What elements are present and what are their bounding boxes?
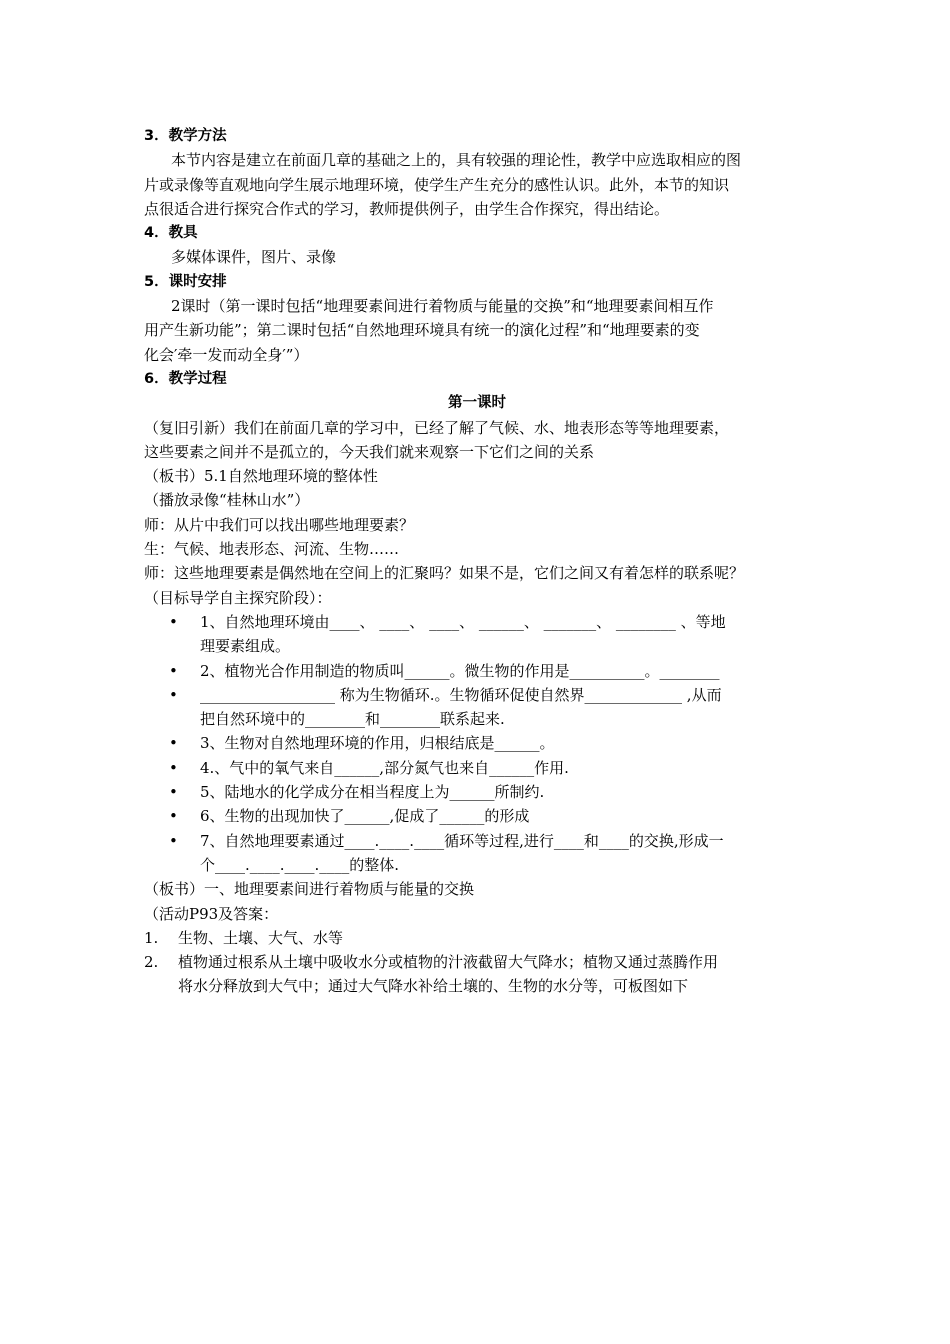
bullet-continuation <box>144 707 810 731</box>
numbered-item <box>144 926 810 950</box>
bullet-text: 理要素组成。 <box>200 637 291 656</box>
lesson-line: 生：气候、地表形态、河流、生物…… <box>144 540 400 559</box>
schedule-paragraph-line: 化会′牵一发而动全身′”） <box>144 345 309 364</box>
bullet-icon: • <box>169 661 178 680</box>
bullet-text: __________________ 称为生物循环.。生物循环促使自然界_____________ ,从而 <box>200 685 722 704</box>
process-heading: 6．教学过程 <box>144 370 227 387</box>
bullet-icon: • <box>169 612 178 631</box>
bullet-item <box>144 610 810 634</box>
bullet-icon: • <box>169 831 178 850</box>
item-continuation: 将水分释放到大气中；通过大气降水补给土壤的、生物的水分等，可板图如下 <box>178 977 689 996</box>
lesson-line: （复旧引新）我们在前面几章的学习中，已经了解了气候、水、地表形态等等地理要素， <box>144 418 730 437</box>
method-paragraph-line: 点很适合进行探究合作式的学习，教师提供例子，由学生合作探究，得出结论。 <box>144 199 670 218</box>
schedule-heading: 5．课时安排 <box>144 273 227 290</box>
item-text: 生物、土壤、大气、水等 <box>178 928 344 947</box>
bullet-text: 1、自然地理环境由____、 ____、 ____、 ______、 _______、 ________ 、等地 <box>200 612 726 631</box>
item-number: 1. <box>144 928 159 947</box>
bullet-text: 个____.____.____.____的整体. <box>200 855 400 874</box>
bullet-text: 4.、气中的氧气来自______,部分氮气也来自______作用. <box>200 758 569 777</box>
bullet-icon: • <box>169 685 178 704</box>
bullet-item <box>144 683 810 707</box>
bullet-icon: • <box>169 758 178 777</box>
bullet-item <box>144 756 810 780</box>
document-page <box>144 124 810 999</box>
blackboard-line: （板书）一、地理要素间进行着物质与能量的交换 <box>144 880 475 899</box>
lesson-line: （目标导学自主探究阶段）： <box>144 588 332 607</box>
numbered-item <box>144 950 810 974</box>
bullet-icon: • <box>169 734 178 753</box>
bullet-icon: • <box>169 807 178 826</box>
schedule-paragraph-line: 用产生新功能”；第二课时包括“自然地理环境具有统一的演化过程”和“地理要素的变 <box>144 321 700 340</box>
bullet-item <box>144 780 810 804</box>
bullet-continuation <box>144 634 810 658</box>
bullet-item <box>144 731 810 755</box>
tools-text: 多媒体课件，图片、录像 <box>171 248 337 267</box>
lesson-line: 师：从片中我们可以找出哪些地理要素？ <box>144 515 415 534</box>
lesson-line: （板书）5.1自然地理环境的整体性 <box>144 467 378 486</box>
item-number: 2. <box>144 953 159 972</box>
bullet-text: 7、自然地理要素通过____.____.____循环等过程,进行____和____的交换,形成一 <box>200 831 724 850</box>
method-paragraph-line: 本节内容是建立在前面几章的基础之上的，具有较强的理论性，教学中应选取相应的图 <box>171 151 742 170</box>
lesson-title: 第一课时 <box>448 395 506 412</box>
bullet-text: 5、陆地水的化学成分在相当程度上为______所制约. <box>200 783 545 802</box>
bullet-text: 3、生物对自然地理环境的作用，归根结底是______。 <box>200 734 555 753</box>
schedule-paragraph-line: 2课时（第一课时包括“地理要素间进行着物质与能量的交换”和“地理要素间相互作 <box>171 297 714 316</box>
bullet-item <box>144 804 810 828</box>
lesson-line: （播放录像“桂林山水”） <box>144 491 310 510</box>
lesson-line: 师：这些地理要素是偶然地在空间上的汇聚吗？如果不是，它们之间又有着怎样的联系呢？ <box>144 564 745 583</box>
method-paragraph-line: 片或录像等直观地向学生展示地理环境，使学生产生充分的感性认识。此外，本节的知识 <box>144 175 730 194</box>
item-text: 植物通过根系从土壤中吸收水分或植物的汁液截留大气降水；植物又通过蒸腾作用 <box>178 953 719 972</box>
bullet-continuation <box>144 853 810 877</box>
bullet-text: 把自然环境中的________和________联系起来. <box>200 710 505 729</box>
method-heading: 3．教学方法 <box>144 128 227 144</box>
bullet-item <box>144 829 810 853</box>
bullet-text: 2、植物光合作用制造的物质叫______。微生物的作用是__________。________ <box>200 661 720 680</box>
bullet-icon: • <box>169 783 178 802</box>
bullet-text: 6、生物的出现加快了______,促成了______的形成 <box>200 807 530 826</box>
lesson-line: 这些要素之间并不是孤立的，今天我们就来观察一下它们之间的关系 <box>144 442 595 461</box>
activity-line: （活动P93及答案： <box>144 904 279 923</box>
bullet-item <box>144 659 810 683</box>
tools-heading: 4．教具 <box>144 225 198 242</box>
